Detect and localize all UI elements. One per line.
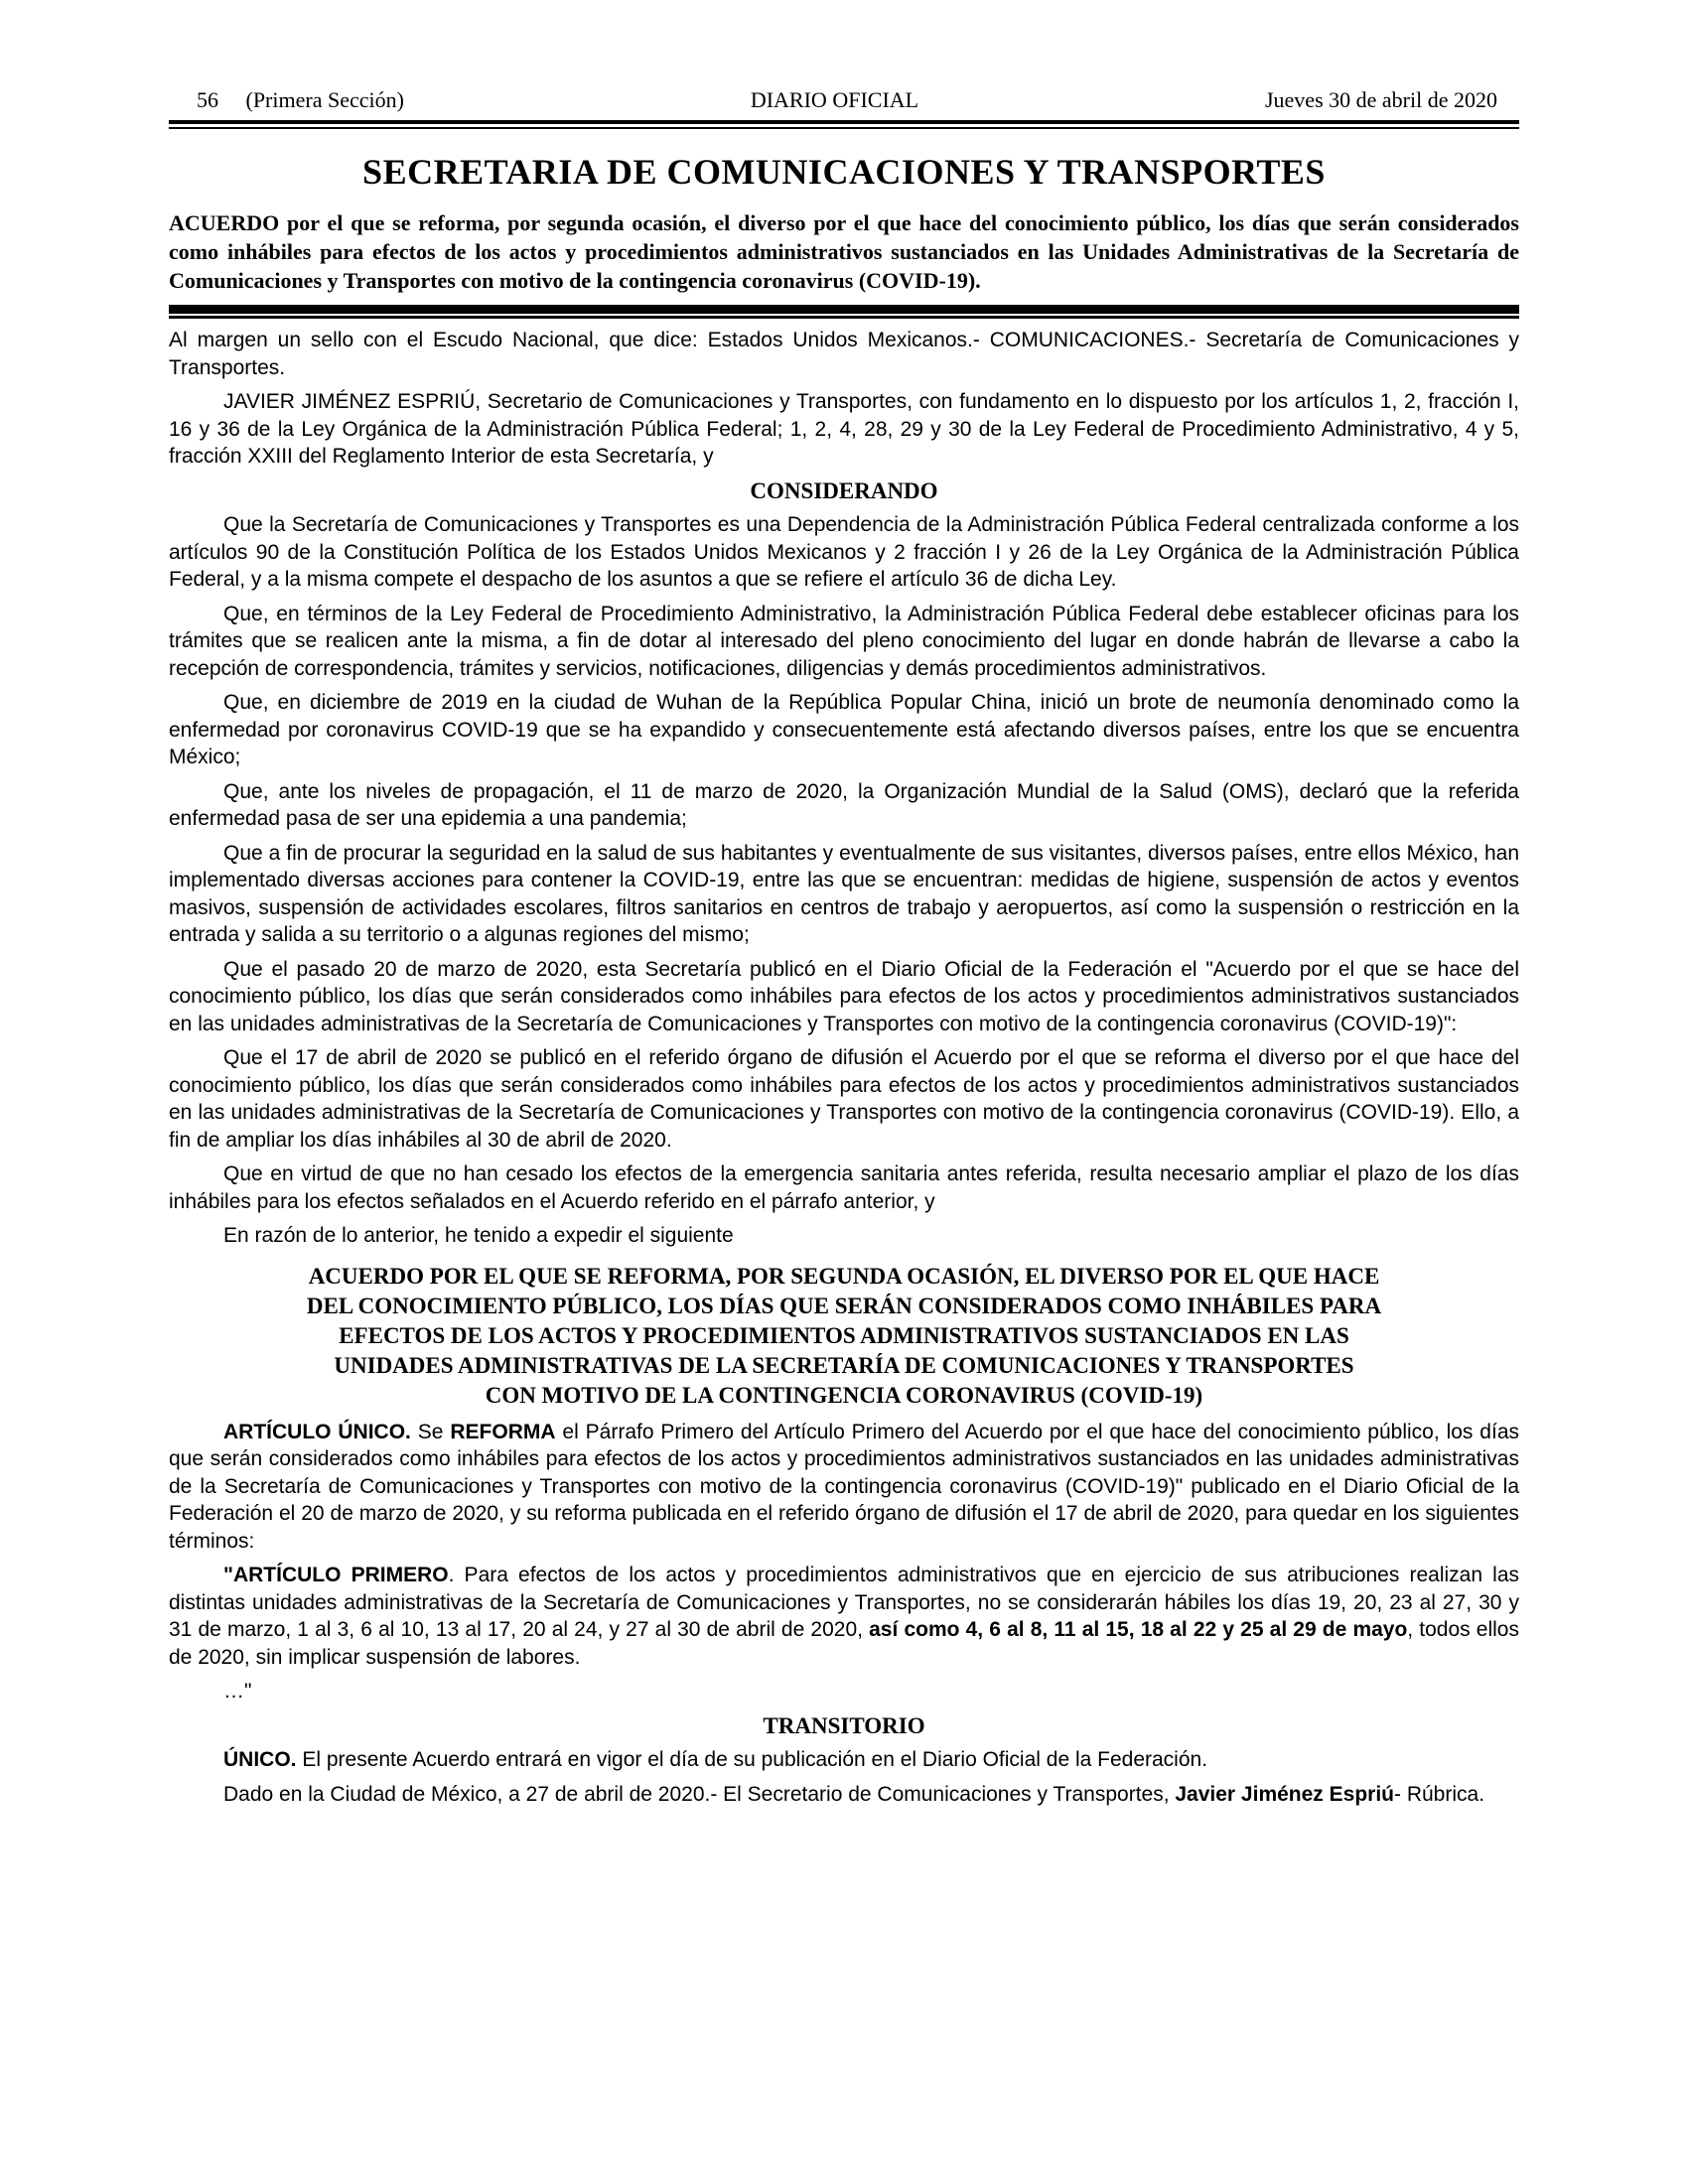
text-run: Se <box>410 1420 451 1443</box>
unico-paragraph <box>169 1746 1519 1774</box>
considerando-paragraph-2: Que, en términos de la Ley Federal de Procedimiento Administrativo, la Administración Pública Federal debe establecer oficinas para los trámites que se realicen ante la misma, a fin de dotar al interesado del pleno conocimiento del lugar en donde habrán de llevarse a cabo la recepción de correspondencia, trámites y servicios, notificaciones, diligencias y demás procedimientos administrativos. <box>169 602 1519 680</box>
considerando-heading: CONSIDERANDO <box>750 478 938 503</box>
acuerdo-heading-line: ACUERDO POR EL QUE SE REFORMA, POR SEGUNDA OCASIÓN, EL DIVERSO POR EL QUE HACE <box>308 1263 1380 1289</box>
page-title: SECRETARIA DE COMUNICACIONES Y TRANSPORTES <box>362 152 1326 192</box>
text-run: , todos ellos de 2020, sin implicar suspensión de labores. <box>169 1618 1519 1669</box>
acuerdo-heading-line: DEL CONOCIMIENTO PÚBLICO, LOS DÍAS QUE SERÁN CONSIDERADOS COMO INHÁBILES PARA <box>306 1293 1382 1318</box>
page-number: 56 <box>197 87 218 112</box>
al-margen-paragraph: Al margen un sello con el Escudo Nacional, que dice: Estados Unidos Mexicanos.- COMUNICACIONES.- Secretaría de Comunicaciones y Transportes. <box>169 329 1519 379</box>
considerando-paragraph-5: Que a fin de procurar la seguridad en la salud de sus habitantes y eventualmente de sus visitantes, diversos países, entre ellos México, han implementado diversas acciones para contener la COVID-19, entre las que se encuentran: medidas de higiene, suspensión de actos y eventos masivos, suspensión de actividades escolares, filtros sanitarios en centros de trabajo y aeropuertos, así como la suspensión o restricción en la entrada y salida a su territorio o a algunas regiones del mismo; <box>169 841 1519 946</box>
text-run: Dado en la Ciudad de México, a 27 de abril de 2020.- El Secretario de Comunicaciones y Transportes, <box>223 1782 1176 1806</box>
issue-date: Jueves 30 de abril de 2020 <box>1264 87 1497 112</box>
intro-paragraph: JAVIER JIMÉNEZ ESPRIÚ, Secretario de Comunicaciones y Transportes, con fundamento en lo dispuesto por los artículos 1, 2, fracción I, 16 y 36 de la Ley Orgánica de la Administración Pública Federal; 1, 2, 4, 28, 29 y 30 de la Ley Federal de Procedimiento Administrativo, 4 y 5, fracción XXIII del Reglamento Interior de esta Secretaría, y <box>169 390 1519 468</box>
journal-name: DIARIO OFICIAL <box>750 87 919 112</box>
header-left <box>197 87 404 113</box>
quote-close-paragraph: …" <box>223 1680 252 1703</box>
section-label: (Primera Sección) <box>245 87 404 112</box>
page-header <box>169 87 1519 113</box>
razon-paragraph: En razón de lo anterior, he tenido a expedir el siguiente <box>223 1224 734 1247</box>
text-run: . Para efectos de los actos y procedimientos administrativos que en ejercicio de sus atribuciones realizan las distintas unidades administrativas de la Secretaría de Comunicaciones y Transportes, no se considerarán hábiles los días 19, 20, 23 al 27, 30 y 31 de marzo, 1 al 3, 6 al 10, 13 al 17, 20 al 24, y 27 al 30 de abril de 2020, <box>169 1564 1519 1641</box>
text-run: El presente Acuerdo entrará en vigor el día de su publicación en el Diario Oficial de la Federación. <box>296 1748 1208 1771</box>
articulo-unico-label: ARTÍCULO ÚNICO. <box>223 1420 411 1443</box>
text-run: - Rúbrica. <box>1394 1782 1485 1806</box>
document-body <box>169 327 1519 1808</box>
acuerdo-heading-line: UNIDADES ADMINISTRATIVAS DE LA SECRETARÍA DE COMUNICACIONES Y TRANSPORTES <box>334 1352 1354 1378</box>
dias-inhabiles-bold-run: así como 4, 6 al 8, 11 al 15, 18 al 22 y 25 al 29 de mayo <box>869 1618 1408 1641</box>
considerando-paragraph-4: Que, ante los niveles de propagación, el 11 de marzo de 2020, la Organización Mundial de la Salud (OMS), declaró que la referida enfermedad pasa de ser una epidemia a una pandemia; <box>169 779 1519 830</box>
text-run: el Párrafo Primero del Artículo Primero del Acuerdo por el que hace del conocimiento público, los días que serán considerados como inhábiles para efectos de los actos y procedimientos administrativos sustanciados en las unidades administrativas de la Secretaría de Comunicaciones y Transportes con motivo de la contingencia coronavirus (COVID-19)" publicado en el Diario Oficial de la Federación el 20 de marzo de 2020, y su reforma publicada en el referido órgano de difusión el 17 de abril de 2020, para quedar en los siguientes términos: <box>169 1420 1519 1553</box>
articulo-primero-paragraph <box>169 1562 1519 1671</box>
considerando-paragraph-8: Que en virtud de que no han cesado los efectos de la emergencia sanitaria antes referida, resulta necesario ampliar el plazo de los días inhábiles para los efectos señalados en el Acuerdo referido en el párrafo anterior, y <box>169 1162 1519 1213</box>
considerando-paragraph-1: Que la Secretaría de Comunicaciones y Transportes es una Dependencia de la Administración Pública Federal centralizada conforme a los artículos 90 de la Constitución Política de los Estados Unidos Mexicanos y 2 fracción I y 26 de la Ley Orgánica de la Administración Pública Federal, y a la misma compete el despacho de los asuntos a que se refiere el artículo 36 de dicha Ley. <box>169 513 1519 591</box>
considerando-paragraph-3: Que, en diciembre de 2019 en la ciudad de Wuhan de la República Popular China, inició un brote de neumonía denominado como la enfermedad por coronavirus COVID-19 que se ha expandido y consecuentemente está afectando diversos países, entre los que se encuentra México; <box>169 691 1519 768</box>
articulo-primero-label: "ARTÍCULO PRIMERO <box>223 1564 449 1586</box>
transitorio-heading: TRANSITORIO <box>763 1712 925 1738</box>
signer-name: Javier Jiménez Espriú <box>1175 1782 1394 1806</box>
acuerdo-heading <box>169 1262 1519 1411</box>
considerando-paragraph-6: Que el pasado 20 de marzo de 2020, esta Secretaría publicó en el Diario Oficial de la Federación el "Acuerdo por el que se hace del conocimiento público, los días que serán considerados como inhábiles para efectos de los actos y procedimientos administrativos sustanciados en las unidades administrativas de la Secretaría de Comunicaciones y Transportes con motivo de la contingencia coronavirus (COVID-19)": <box>169 957 1519 1035</box>
header-divider <box>169 120 1519 129</box>
dado-paragraph <box>169 1781 1519 1809</box>
document-summary: ACUERDO por el que se reforma, por segunda ocasión, el diverso por el que hace del conocimiento público, los días que serán considerados como inhábiles para efectos de los actos y procedimientos administrativos sustanciados en las Unidades Administrativas de la Secretaría de Comunicaciones y Transportes con motivo de la contingencia coronavirus (COVID-19). <box>169 210 1519 293</box>
articulo-unico-paragraph <box>169 1419 1519 1556</box>
considerando-paragraph-7: Que el 17 de abril de 2020 se publicó en el referido órgano de difusión el Acuerdo por el que se reforma el diverso por el que hace del conocimiento público, los días que serán considerados como inhábiles para efectos de los actos y procedimientos administrativos sustanciados en las unidades administrativas de la Secretaría de Comunicaciones y Transportes con motivo de la contingencia coronavirus (COVID-19). Ello, a fin de ampliar los días inhábiles al 30 de abril de 2020. <box>169 1046 1519 1152</box>
acuerdo-heading-line: EFECTOS DE LOS ACTOS Y PROCEDIMIENTOS ADMINISTRATIVOS SUSTANCIADOS EN LAS <box>339 1322 1349 1348</box>
reforma-label: REFORMA <box>450 1420 556 1443</box>
page-content <box>169 87 1519 1815</box>
summary-divider <box>169 305 1519 319</box>
unico-label: ÚNICO. <box>223 1748 297 1771</box>
acuerdo-heading-line: CON MOTIVO DE LA CONTINGENCIA CORONAVIRUS (COVID-19) <box>485 1382 1203 1408</box>
